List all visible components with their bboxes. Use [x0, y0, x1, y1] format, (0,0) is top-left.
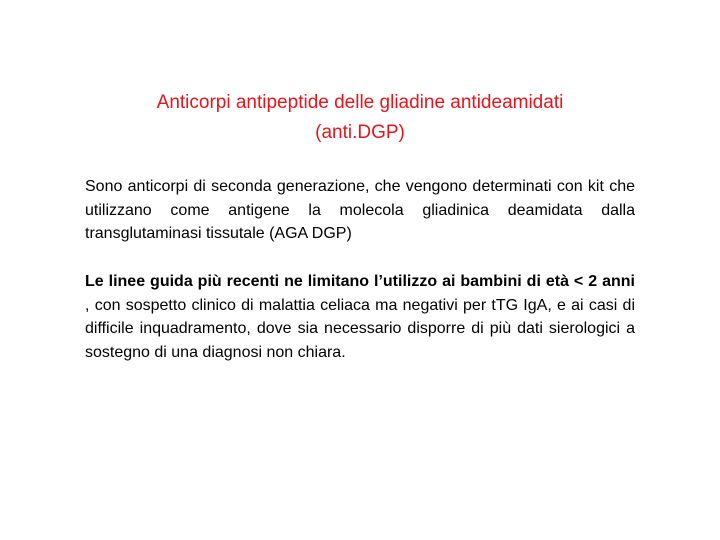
title-line-2: (anti.DGP): [315, 122, 405, 143]
slide-title: [40, 88, 680, 148]
guidelines-regular-text: , con sospetto clinico di malattia celiaca ma negativi per tTG IgA, e ai casi di difficile inquadramento, dove sia necessario disporre di più dati sierologici a sostegno di una diagnosi non chiara.: [85, 296, 635, 361]
guidelines-bold-text: Le linee guida più recenti ne limitano l’utilizzo ai bambini di età < 2 anni: [85, 273, 635, 290]
paragraph-guidelines: [85, 270, 635, 364]
paragraph-definition: Sono anticorpi di seconda generazione, che vengono determinati con kit che utilizzano come antigene la molecola gliadinica deamidata dalla transglutaminasi tissutale (AGA DGP): [85, 178, 635, 242]
title-line-1: Anticorpi antipeptide delle gliadine antideamidati: [156, 92, 564, 113]
